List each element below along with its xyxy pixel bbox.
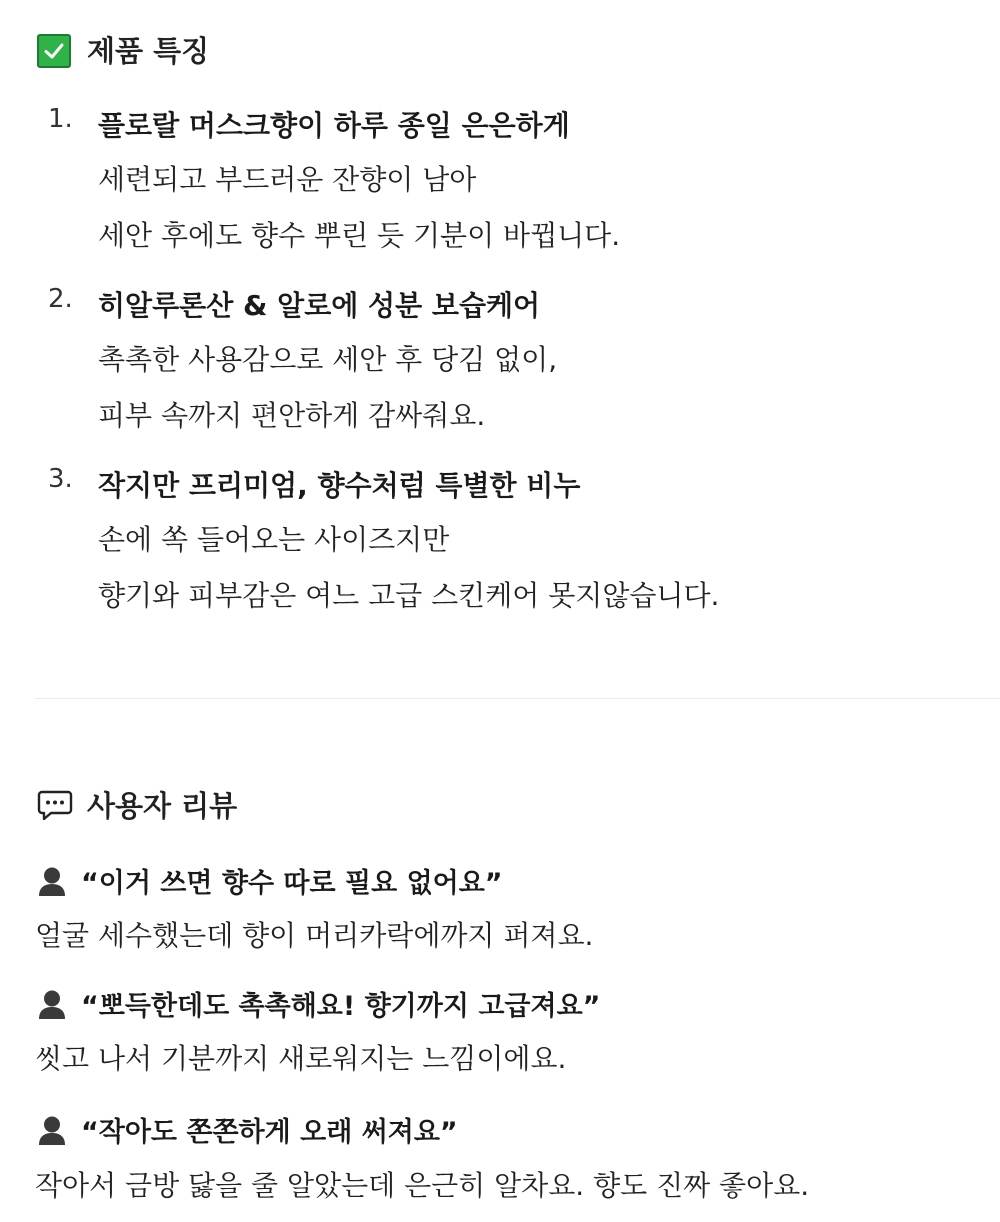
feature-description-line: 촉촉한 사용감으로 세안 후 당김 없이, (98, 343, 558, 376)
review-quote-2 (37, 984, 600, 1023)
check-mark-button-icon (37, 34, 71, 68)
feature-description-line: 피부 속까지 편안하게 감싸줘요. (98, 399, 486, 432)
person-silhouette-icon (37, 865, 67, 897)
review-body-2: 씻고 나서 기분까지 새로워지는 느낌이에요. (35, 1042, 567, 1075)
feature-title: 작지만 프리미엄, 향수처럼 특별한 비누 (98, 469, 581, 502)
review-quote-1 (37, 861, 503, 900)
feature-number: 2. (48, 284, 73, 314)
review-body-1: 얼굴 세수했는데 향이 머리카락에까지 퍼져요. (35, 919, 594, 952)
feature-number: 1. (48, 104, 73, 134)
feature-title: 히알루론산 & 알로에 성분 보습케어 (98, 289, 541, 322)
feature-description-line: 향기와 피부감은 여느 고급 스킨케어 못지않습니다. (98, 579, 720, 612)
features-heading (37, 34, 209, 68)
person-silhouette-icon (37, 988, 67, 1020)
feature-description-line: 세안 후에도 향수 뿌린 듯 기분이 바뀝니다. (98, 219, 621, 252)
section-divider (35, 698, 1000, 699)
speech-balloon-icon (37, 789, 73, 823)
review-body-3: 작아서 금방 닳을 줄 알았는데 은근히 알차요. 향도 진짜 좋아요. (35, 1169, 810, 1202)
review-quote-text: “뽀득한데도 촉촉해요! 향기까지 고급져요” (81, 991, 601, 1022)
features-heading-text: 제품 특징 (87, 33, 210, 68)
review-quote-text: “작아도 쫀쫀하게 오래 써져요” (81, 1117, 458, 1148)
reviews-heading (37, 789, 237, 823)
review-quote-text: “이거 쓰면 향수 따로 필요 없어요” (81, 868, 503, 899)
reviews-heading-text: 사용자 리뷰 (87, 788, 238, 823)
person-silhouette-icon (37, 1114, 67, 1146)
feature-description-line: 손에 쏙 들어오는 사이즈지만 (98, 523, 450, 556)
feature-number: 3. (48, 464, 73, 494)
review-quote-3 (37, 1110, 458, 1149)
feature-title: 플로랄 머스크향이 하루 종일 은은하게 (98, 109, 570, 142)
feature-description-line: 세련되고 부드러운 잔향이 남아 (98, 163, 477, 196)
